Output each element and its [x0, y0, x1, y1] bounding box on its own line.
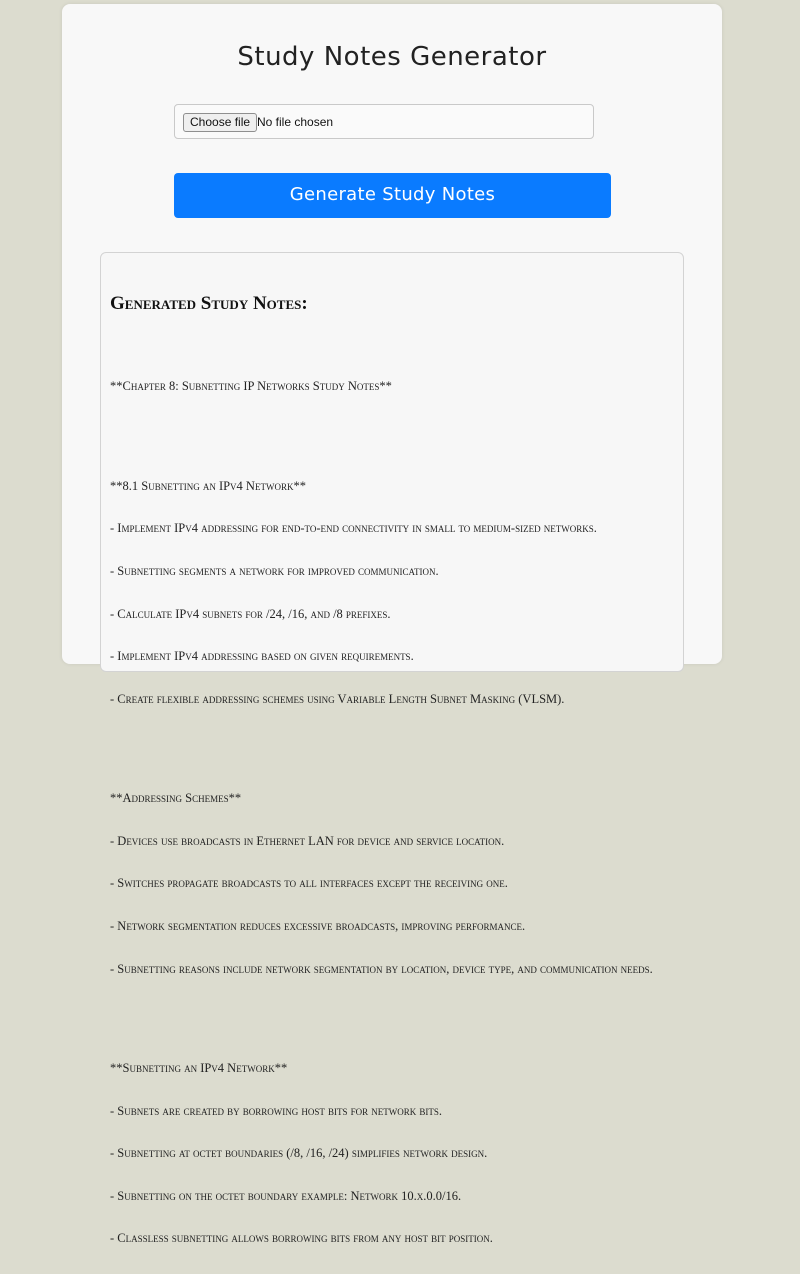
list-item: - Subnetting on the octet boundary example: Network 10.x.0.0/16.	[110, 1188, 462, 1203]
page-title: Study Notes Generator	[237, 42, 547, 72]
file-upload-field[interactable]	[174, 104, 594, 139]
list-item: - Subnetting reasons include network segmentation by location, device type, and communication needs.	[110, 961, 653, 976]
generate-notes-button[interactable]: Generate Study Notes	[174, 173, 611, 218]
main-card	[62, 4, 722, 1246]
list-item: - Subnetting segments a network for improved communication.	[110, 563, 439, 578]
spacer	[110, 422, 680, 436]
choose-file-button[interactable]: Choose file	[183, 113, 257, 132]
section-title: **8.1 Subnetting an IPv4 Network**	[110, 478, 306, 493]
list-item: - Implement IPv4 addressing for end-to-end connectivity in small to medium-sized networks.	[110, 521, 597, 536]
notes-panel	[100, 252, 684, 1246]
list-item: - Calculate IPv4 subnets for /24, /16, and /8 prefixes.	[110, 606, 391, 621]
list-item: - Network segmentation reduces excessive broadcasts, improving performance.	[110, 918, 526, 933]
list-item: - Classless subnetting allows borrowing bits from any host bit position.	[110, 1231, 493, 1246]
list-item: - Switches propagate broadcasts to all interfaces except the receiving one.	[110, 876, 508, 891]
section-title: **Addressing Schemes**	[110, 791, 242, 806]
spacer	[110, 1004, 680, 1018]
list-item: - Create flexible addressing schemes using Variable Length Subnet Masking (VLSM).	[110, 691, 565, 706]
list-item: - Implement IPv4 addressing based on given requirements.	[110, 649, 414, 664]
list-item: - Subnetting at octet boundaries (/8, /16, /24) simplifies network design.	[110, 1146, 488, 1161]
list-item: - Devices use broadcasts in Ethernet LAN for device and service location.	[110, 833, 505, 848]
notes-body	[110, 351, 680, 1274]
notes-heading: Generated Study Notes:	[110, 293, 308, 314]
spacer	[110, 734, 680, 748]
chapter-title: **Chapter 8: Subnetting IP Networks Study Notes**	[110, 379, 392, 394]
section-title: **Subnetting an IPv4 Network**	[110, 1060, 288, 1075]
list-item: - Subnets are created by borrowing host bits for network bits.	[110, 1103, 442, 1118]
file-status-text: No file chosen	[257, 115, 334, 129]
